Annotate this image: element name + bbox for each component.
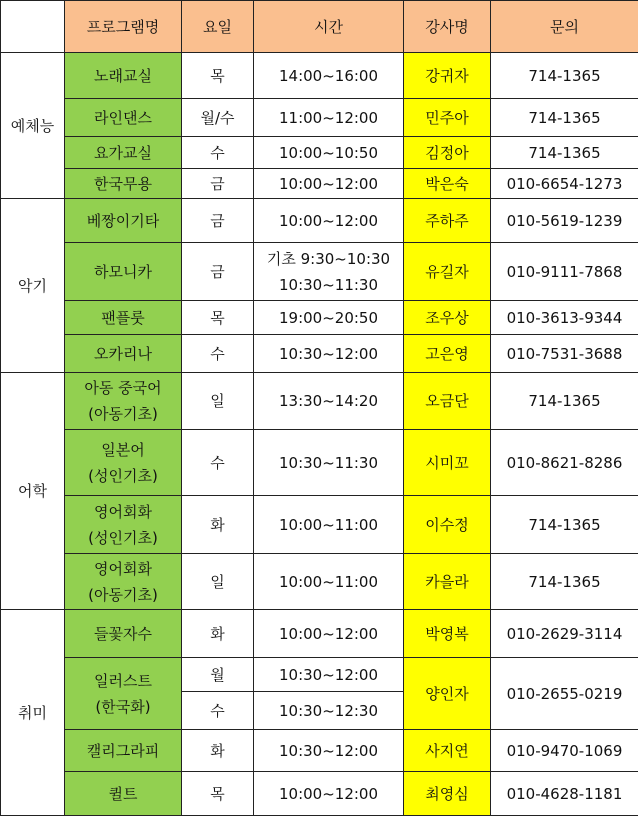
teacher-cell: 이수정 [404, 496, 491, 554]
program-cell [65, 554, 182, 610]
teacher-cell: 민주아 [404, 99, 491, 137]
table-row [1, 335, 638, 373]
day-cell: 화 [182, 730, 254, 772]
day-cell: 목 [182, 301, 254, 335]
program-cell: 들꽃자수 [65, 610, 182, 658]
time-cell: 10:00~10:50 [254, 137, 404, 169]
category-cell: 취미 [1, 610, 65, 816]
teacher-cell: 양인자 [404, 658, 491, 730]
day-cell: 월 [182, 658, 254, 692]
program-line: (성인기초) [88, 466, 158, 485]
teacher-cell: 박영복 [404, 610, 491, 658]
day-cell: 목 [182, 53, 254, 99]
header-row [1, 1, 638, 53]
table-row [1, 137, 638, 169]
time-cell: 19:00~20:50 [254, 301, 404, 335]
header-teacher: 강사명 [404, 1, 491, 53]
teacher-cell: 사지연 [404, 730, 491, 772]
program-line: 일본어 [101, 440, 145, 459]
time-line: 10:30~11:30 [278, 275, 379, 294]
category-cell: 악기 [1, 199, 65, 373]
table-row [1, 496, 638, 554]
category-cell: 예체능 [1, 53, 65, 199]
header-time: 시간 [254, 1, 404, 53]
time-cell: 14:00~16:00 [254, 53, 404, 99]
contact-cell: 010-4628-1181 [491, 772, 638, 816]
day-cell: 화 [182, 496, 254, 554]
teacher-cell: 고은영 [404, 335, 491, 373]
program-line: 영어회화 [94, 559, 152, 578]
contact-cell: 714-1365 [491, 373, 638, 430]
program-cell: 캘리그라피 [65, 730, 182, 772]
program-cell [65, 658, 182, 730]
day-cell: 수 [182, 430, 254, 496]
program-cell: 오카리나 [65, 335, 182, 373]
time-cell: 10:00~12:00 [254, 772, 404, 816]
table-row [1, 554, 638, 610]
contact-cell: 010-2629-3114 [491, 610, 638, 658]
teacher-cell: 주하주 [404, 199, 491, 243]
program-cell [65, 496, 182, 554]
program-cell: 라인댄스 [65, 99, 182, 137]
teacher-cell: 박은숙 [404, 169, 491, 199]
teacher-cell: 오금단 [404, 373, 491, 430]
table-row [1, 610, 638, 658]
contact-cell: 714-1365 [491, 99, 638, 137]
contact-cell: 010-9470-1069 [491, 730, 638, 772]
program-cell [65, 430, 182, 496]
day-cell: 일 [182, 554, 254, 610]
program-cell: 한국무용 [65, 169, 182, 199]
table-row [1, 99, 638, 137]
table-row [1, 373, 638, 430]
teacher-cell: 시미꼬 [404, 430, 491, 496]
day-cell: 일 [182, 373, 254, 430]
day-cell: 수 [182, 335, 254, 373]
table-row [1, 658, 638, 692]
header-corner-cell [1, 1, 65, 53]
time-cell [254, 243, 404, 301]
program-cell: 요가교실 [65, 137, 182, 169]
time-cell: 13:30~14:20 [254, 373, 404, 430]
program-line: (아동기초) [88, 585, 158, 604]
header-day: 요일 [182, 1, 254, 53]
day-cell: 금 [182, 169, 254, 199]
contact-cell: 010-2655-0219 [491, 658, 638, 730]
program-cell: 퀼트 [65, 772, 182, 816]
contact-cell: 010-6654-1273 [491, 169, 638, 199]
table-row [1, 301, 638, 335]
day-cell: 목 [182, 772, 254, 816]
teacher-cell: 최영심 [404, 772, 491, 816]
contact-cell: 714-1365 [491, 554, 638, 610]
table-row [1, 430, 638, 496]
header-contact: 문의 [491, 1, 638, 53]
day-cell: 화 [182, 610, 254, 658]
program-cell: 하모니카 [65, 243, 182, 301]
contact-cell: 010-3613-9344 [491, 301, 638, 335]
contact-cell: 714-1365 [491, 137, 638, 169]
table-row [1, 243, 638, 301]
time-cell: 11:00~12:00 [254, 99, 404, 137]
time-cell: 10:30~12:30 [254, 692, 404, 730]
time-cell: 10:00~12:00 [254, 199, 404, 243]
program-line: 일러스트 [94, 671, 152, 690]
contact-cell: 010-8621-8286 [491, 430, 638, 496]
time-cell: 10:30~12:00 [254, 335, 404, 373]
time-cell: 10:30~11:30 [254, 430, 404, 496]
teacher-cell: 김정아 [404, 137, 491, 169]
day-cell: 금 [182, 243, 254, 301]
day-cell: 월/수 [182, 99, 254, 137]
teacher-cell: 유길자 [404, 243, 491, 301]
time-line: 기초 9:30~10:30 [266, 249, 391, 268]
table-row [1, 199, 638, 243]
program-cell [65, 373, 182, 430]
program-line: (성인기초) [88, 528, 158, 547]
day-cell: 금 [182, 199, 254, 243]
program-line: 아동 중국어 [84, 379, 162, 397]
time-cell: 10:00~11:00 [254, 496, 404, 554]
contact-cell: 010-5619-1239 [491, 199, 638, 243]
contact-cell: 010-9111-7868 [491, 243, 638, 301]
program-cell: 베짱이기타 [65, 199, 182, 243]
table-row [1, 772, 638, 816]
day-cell: 수 [182, 137, 254, 169]
program-cell: 노래교실 [65, 53, 182, 99]
time-cell: 10:00~12:00 [254, 169, 404, 199]
category-cell: 어학 [1, 373, 65, 610]
contact-cell: 714-1365 [491, 53, 638, 99]
header-program: 프로그램명 [65, 1, 182, 53]
program-line: 영어회화 [94, 502, 152, 521]
time-cell: 10:00~11:00 [254, 554, 404, 610]
contact-cell: 714-1365 [491, 496, 638, 554]
program-cell: 팬플룻 [65, 301, 182, 335]
time-cell: 10:00~12:00 [254, 610, 404, 658]
table-row [1, 169, 638, 199]
table-row [1, 53, 638, 99]
table-row [1, 730, 638, 772]
time-cell: 10:30~12:00 [254, 658, 404, 692]
teacher-cell: 조우상 [404, 301, 491, 335]
program-line: (아동기초) [88, 405, 158, 423]
program-line: (한국화) [95, 697, 151, 716]
time-cell: 10:30~12:00 [254, 730, 404, 772]
contact-cell: 010-7531-3688 [491, 335, 638, 373]
teacher-cell: 강귀자 [404, 53, 491, 99]
day-cell: 수 [182, 692, 254, 730]
teacher-cell: 카을라 [404, 554, 491, 610]
